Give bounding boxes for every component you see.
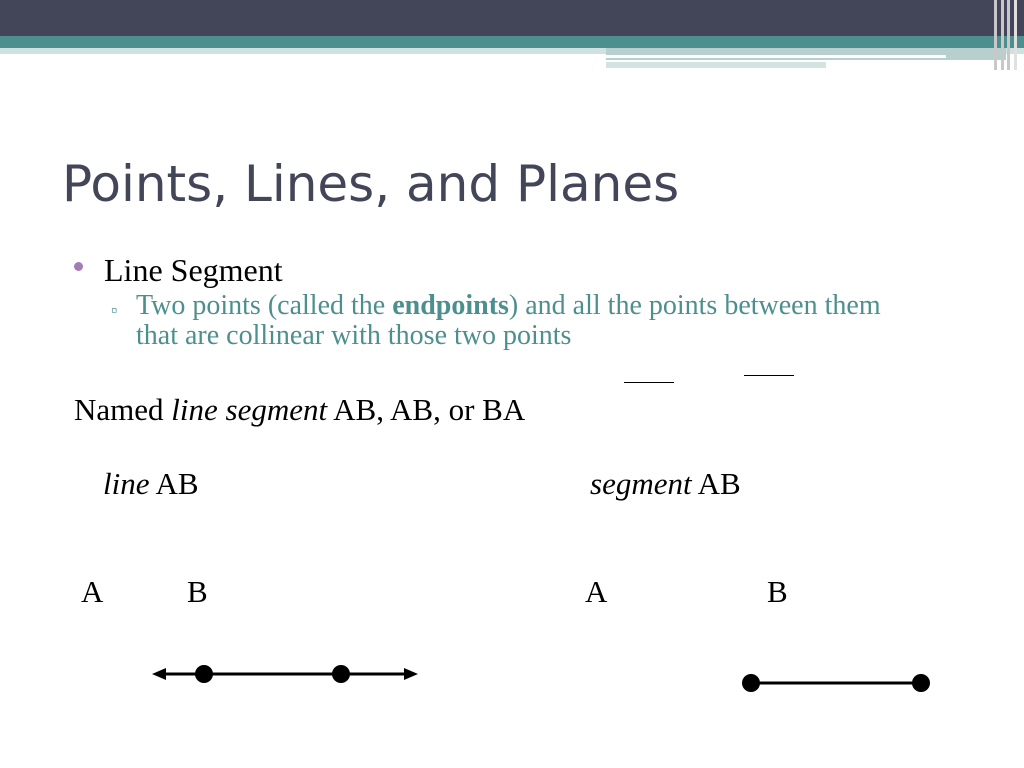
endpoints-term: endpoints bbox=[392, 290, 509, 321]
line-caption-name: AB bbox=[149, 466, 199, 501]
line-point-a-dot bbox=[195, 665, 213, 683]
line-point-a-label: A bbox=[81, 574, 104, 609]
line-point-b-label: B bbox=[187, 574, 208, 609]
slide-title: Points, Lines, and Planes bbox=[62, 155, 680, 213]
definition-text: Two points (called the bbox=[136, 290, 393, 321]
segment-endpoint-b-dot bbox=[912, 674, 930, 692]
line-point-b-dot bbox=[332, 665, 350, 683]
bullet-line-segment: Line Segment bbox=[104, 252, 283, 288]
segment-endpoint-a-dot bbox=[742, 674, 760, 692]
sub-bullet-marker: ▫ bbox=[111, 300, 118, 320]
segment-caption-term: segment bbox=[590, 466, 692, 501]
definition-text: ) and all the points between them that are collinear with those two points bbox=[136, 290, 881, 351]
naming-names: AB, AB, or BA bbox=[327, 392, 526, 427]
naming-prefix: Named bbox=[74, 392, 172, 427]
right-arrowhead-icon bbox=[404, 668, 418, 680]
line-figure bbox=[152, 665, 418, 683]
segment-caption-name: AB bbox=[691, 466, 741, 501]
naming-term: line segment bbox=[171, 392, 328, 427]
segment-point-b-label: B bbox=[767, 574, 788, 609]
segment-point-a-label: A bbox=[585, 574, 608, 609]
left-arrowhead-icon bbox=[152, 668, 166, 680]
segment-figure bbox=[742, 674, 930, 692]
line-caption-term: line bbox=[103, 466, 150, 501]
